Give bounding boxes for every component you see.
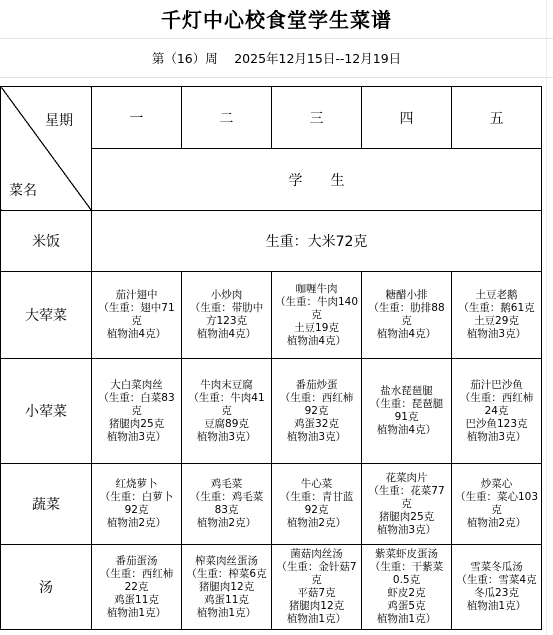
dish-ingredient-line: 猪腿肉25克	[378, 510, 435, 523]
dish-ingredient-line: 克	[221, 404, 232, 417]
dish-name: 糖醋小排	[385, 289, 428, 301]
dish-ingredient-line: 猪腿肉12克	[288, 600, 345, 612]
dish-ingredient-line: 克	[491, 504, 502, 516]
menu-row-small	[1, 359, 542, 464]
dish-ingredient-line: （生重：西红柿	[459, 391, 534, 404]
dish-ingredient-line: 91克	[394, 411, 419, 423]
dish-ingredient-line: 22克	[124, 580, 149, 593]
page-title: 千灯中心校食堂学生菜谱	[161, 8, 392, 32]
dish-ingredient-line: 虾皮2克	[387, 587, 426, 599]
dish-name: 茄汁翅中	[115, 289, 158, 301]
dish-ingredient-line: 植物油3克）	[286, 430, 347, 443]
dish-name: 牛心菜	[300, 478, 333, 490]
dish-cell	[452, 272, 542, 359]
dish-ingredient-line: 0.5克	[392, 574, 421, 586]
dish-cell	[362, 464, 452, 545]
dish-cell	[272, 464, 362, 545]
dish-name: 番茄蛋汤	[115, 554, 158, 567]
dish-ingredient-line: （生重：鸡毛菜	[189, 491, 264, 503]
dish-ingredient-line: （生重：青甘蓝	[279, 491, 354, 503]
dish-cell	[92, 272, 182, 359]
dish-ingredient-line: 猪腿肉25克	[108, 417, 165, 430]
dish-ingredient-line: 92克	[304, 404, 329, 417]
dish-ingredient-line: （生重：带肋中	[189, 302, 264, 314]
dish-ingredient-line: 植物油4克）	[376, 424, 437, 436]
dish-ingredient-line: 豆腐89克	[204, 417, 249, 430]
dish-cell	[92, 464, 182, 545]
dish-ingredient-line: 植物油1克）	[466, 600, 527, 612]
menu-row-soup	[1, 545, 542, 630]
weekday-fri: 五	[452, 87, 542, 149]
dish-cell	[92, 359, 182, 464]
dish-name: 红烧萝卜	[115, 478, 158, 490]
dish-name: 土豆老鹅	[475, 289, 518, 301]
dish-ingredient-line: 植物油4克）	[106, 328, 167, 340]
dish-cell	[272, 545, 362, 630]
row-label-small: 小荤菜	[1, 359, 92, 464]
sheet-gridline	[0, 38, 553, 39]
dish-ingredient-line: 植物油2克）	[106, 517, 167, 529]
dish-ingredient-line: 鸡蛋5克	[387, 600, 426, 612]
dish-ingredient-line: 土豆29克	[474, 315, 519, 327]
dish-name: 炒菜心	[480, 478, 513, 490]
dish-name-label: 菜名	[9, 182, 37, 199]
dish-ingredient-line: （生重：鹅61克	[458, 302, 535, 314]
dish-ingredient-line: 植物油3克）	[466, 328, 527, 340]
dish-ingredient-line: 植物油2克）	[286, 517, 347, 529]
dish-name: 牛肉末豆腐	[200, 378, 253, 391]
dish-name: 菌菇肉丝汤	[290, 548, 343, 560]
dish-name: 茄汁巴沙鱼	[470, 378, 523, 391]
dish-ingredient-line: 植物油1克）	[106, 606, 167, 619]
weekday-header-row	[1, 87, 542, 149]
dish-ingredient-line: （生重：牛肉140	[274, 295, 359, 308]
dish-ingredient-line: 植物油4克）	[376, 328, 437, 340]
sheet-gridline	[0, 77, 553, 78]
dish-ingredient-line: 24克	[484, 404, 509, 417]
dish-ingredient-line: （生重：肋排88	[368, 302, 445, 314]
dish-cell	[182, 359, 272, 464]
dish-ingredient-line: 鸡蛋11克	[204, 593, 249, 606]
dish-ingredient-line: 克	[401, 315, 412, 327]
weekday-thu: 四	[362, 87, 452, 149]
dish-cell	[362, 545, 452, 630]
dish-cell	[272, 359, 362, 464]
dish-cell	[362, 272, 452, 359]
rice-value: 生重：大米72克	[92, 211, 542, 272]
dish-name: 咖喱牛肉	[295, 282, 338, 295]
menu-row-veg	[1, 464, 542, 545]
dish-ingredient-line: 植物油4克）	[196, 328, 257, 340]
dish-name: 小炒肉	[210, 289, 243, 301]
dish-ingredient-line: （生重：菜心103	[454, 491, 539, 503]
row-label-veg: 蔬菜	[1, 464, 92, 545]
weekday-wed: 三	[272, 87, 362, 149]
dish-cell	[182, 545, 272, 630]
dish-ingredient-line: 克	[311, 574, 322, 586]
dish-ingredient-line: （生重：榨菜6克	[186, 567, 267, 580]
dish-ingredient-line: （生重：琵琶腿	[369, 398, 444, 410]
dish-ingredient-line: 鸡蛋32克	[294, 417, 339, 430]
dish-ingredient-line: （生重：雪菜4克	[456, 574, 537, 586]
dish-ingredient-line: 83克	[214, 504, 239, 516]
dish-ingredient-line: 植物油2克）	[196, 517, 257, 529]
dish-name: 大白菜肉丝	[110, 378, 163, 391]
weekday-label: 星期	[45, 112, 73, 129]
dish-ingredient-line: 鸡蛋11克	[114, 593, 159, 606]
dish-name: 花菜肉片	[385, 471, 428, 484]
row-label-rice: 米饭	[1, 211, 92, 272]
weekday-tue: 二	[182, 87, 272, 149]
dish-name: 盐水琵琶腿	[380, 385, 433, 397]
dish-ingredient-line: 植物油1克）	[376, 613, 437, 625]
dish-name: 雪菜冬瓜汤	[470, 561, 523, 573]
dish-cell	[452, 464, 542, 545]
dish-ingredient-line: （生重：白菜83	[98, 391, 175, 404]
sheet-gridline	[546, 0, 547, 635]
dish-ingredient-line: （生重：翅中71	[98, 302, 175, 314]
dish-ingredient-line: （生重：牛肉41	[188, 391, 265, 404]
dish-ingredient-line: 植物油1克）	[196, 606, 257, 619]
dish-name: 紫菜虾皮蛋汤	[375, 548, 438, 560]
row-label-big: 大荤菜	[1, 272, 92, 359]
dish-cell	[452, 359, 542, 464]
dish-ingredient-line: （生重：花菜77	[368, 484, 445, 497]
dish-ingredient-line: 植物油3克）	[106, 430, 167, 443]
dish-cell	[92, 545, 182, 630]
dish-ingredient-line: 植物油1克）	[286, 613, 347, 625]
menu-table	[0, 86, 542, 630]
dish-ingredient-line: 92克	[304, 504, 329, 516]
dish-ingredient-line: 猪腿肉12克	[198, 580, 255, 593]
dish-ingredient-line: （生重：干紫菜	[369, 561, 444, 573]
dish-ingredient-line: 植物油2克）	[466, 517, 527, 529]
dish-ingredient-line: 克	[311, 308, 322, 321]
dish-ingredient-line: 冬瓜23克	[474, 587, 519, 599]
dish-ingredient-line: 植物油3克）	[196, 430, 257, 443]
dish-ingredient-line: 克	[131, 315, 142, 327]
weekday-mon: 一	[92, 87, 182, 149]
dish-ingredient-line: 平菇7克	[297, 587, 336, 599]
rice-row	[1, 211, 542, 272]
dish-ingredient-line: 土豆19克	[294, 321, 339, 334]
dish-ingredient-line: （生重：白萝卜	[99, 491, 174, 503]
diagonal-header-cell	[1, 87, 92, 211]
dish-ingredient-line: 克	[401, 497, 412, 510]
student-label: 学 生	[92, 149, 542, 211]
menu-row-big	[1, 272, 542, 359]
dish-ingredient-line: 方123克	[205, 315, 248, 327]
dish-ingredient-line: 92克	[124, 504, 149, 516]
dish-ingredient-line: （生重：西红柿	[99, 567, 174, 580]
dish-ingredient-line: 巴沙鱼123克	[465, 417, 528, 430]
dish-ingredient-line: 克	[131, 404, 142, 417]
dish-ingredient-line: 植物油3克）	[466, 430, 527, 443]
dish-ingredient-line: 植物油3克）	[376, 523, 437, 536]
dish-ingredient-line: 植物油4克）	[286, 334, 347, 347]
dish-cell	[362, 359, 452, 464]
dish-ingredient-line: （生重：金针菇7	[276, 561, 357, 573]
row-label-soup: 汤	[1, 545, 92, 630]
dish-cell	[272, 272, 362, 359]
week-range: 第（16）周 2025年12月15日--12月19日	[151, 51, 402, 66]
dish-cell	[452, 545, 542, 630]
dish-cell	[182, 464, 272, 545]
dish-name: 榨菜肉丝蛋汤	[195, 554, 258, 567]
dish-name: 鸡毛菜	[210, 478, 243, 490]
dish-cell	[182, 272, 272, 359]
dish-name: 番茄炒蛋	[295, 378, 338, 391]
dish-ingredient-line: （生重：西红柿	[279, 391, 354, 404]
